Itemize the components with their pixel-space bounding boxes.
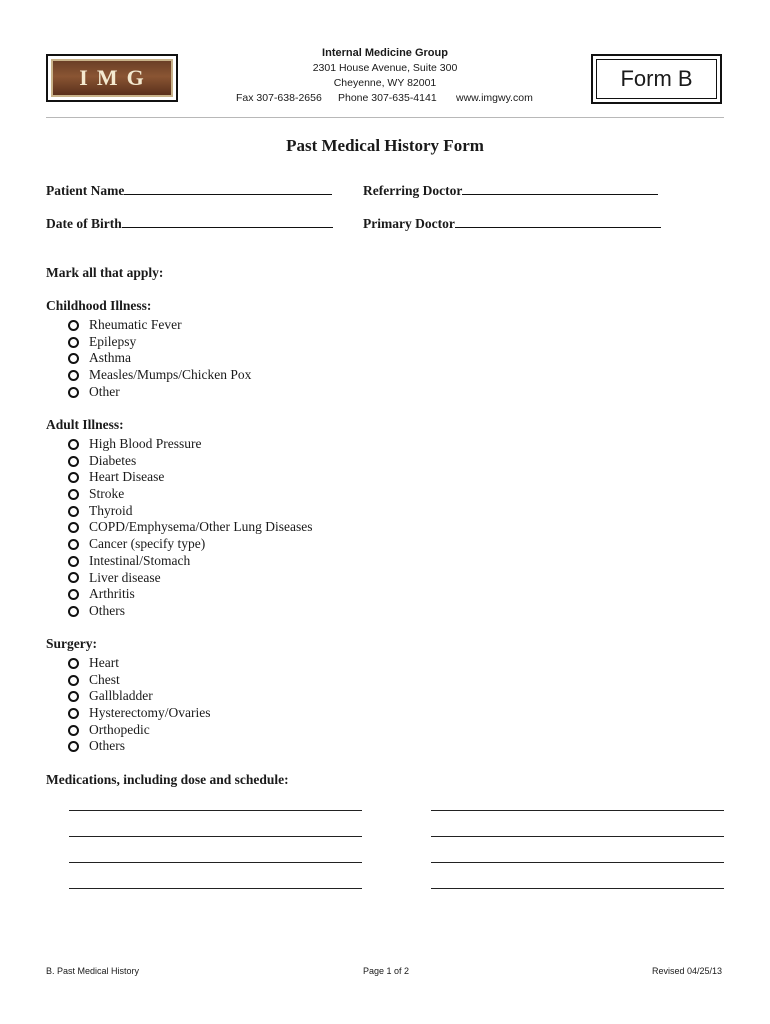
primary-doctor-label: Primary Doctor — [363, 216, 455, 231]
checkbox-circle-icon[interactable] — [68, 539, 79, 550]
logo-plate — [51, 59, 173, 97]
adult-option[interactable] — [68, 570, 312, 587]
referring-doctor-label: Referring Doctor — [363, 183, 463, 198]
fax-number: Fax 307-638-2656 — [236, 92, 322, 104]
address-line-2: Cheyenne, WY 82001 — [333, 77, 437, 89]
adult-illness-heading: Adult Illness: — [46, 417, 124, 432]
medication-line-left-2[interactable] — [69, 836, 362, 837]
checkbox-circle-icon[interactable] — [68, 658, 79, 669]
surgery-option-label: Gallbladder — [89, 688, 153, 704]
childhood-illness-list — [68, 317, 251, 400]
adult-option-label: Thyroid — [89, 502, 133, 518]
contact-row — [200, 91, 570, 106]
adult-option[interactable] — [68, 436, 312, 453]
childhood-option-label: Rheumatic Fever — [89, 317, 182, 332]
surgery-heading: Surgery: — [46, 636, 97, 651]
address-line-1: 2301 House Avenue, Suite 300 — [312, 62, 458, 74]
referring-doctor-line[interactable] — [462, 182, 658, 195]
patient-name-label: Patient Name — [46, 183, 125, 198]
childhood-option[interactable] — [68, 334, 251, 351]
surgery-option[interactable] — [68, 672, 210, 689]
date-of-birth-label: Date of Birth — [46, 216, 122, 231]
primary-doctor-field[interactable] — [363, 215, 661, 232]
adult-option[interactable] — [68, 586, 312, 603]
medication-line-right-4[interactable] — [431, 888, 724, 889]
medication-line-left-1[interactable] — [69, 810, 362, 811]
adult-option[interactable] — [68, 553, 312, 570]
childhood-illness-heading: Childhood Illness: — [46, 298, 152, 313]
checkbox-circle-icon[interactable] — [68, 320, 79, 331]
checkbox-circle-icon[interactable] — [68, 489, 79, 500]
surgery-option-label: Hysterectomy/Ovaries — [89, 705, 211, 721]
adult-option[interactable] — [68, 503, 312, 520]
surgery-list — [68, 655, 210, 755]
adult-option-label: Others — [89, 602, 125, 618]
childhood-option-label: Measles/Mumps/Chicken Pox — [89, 367, 252, 383]
surgery-option[interactable] — [68, 722, 210, 739]
adult-option-label: Stroke — [89, 486, 125, 502]
checkbox-circle-icon[interactable] — [68, 506, 79, 517]
adult-option[interactable] — [68, 469, 312, 486]
patient-name-line[interactable] — [124, 182, 332, 195]
adult-option-label: Cancer (specify type) — [89, 536, 206, 552]
medication-line-right-2[interactable] — [431, 836, 724, 837]
surgery-option-label: Orthopedic — [89, 721, 150, 737]
surgery-option[interactable] — [68, 688, 210, 705]
organization-header — [200, 46, 570, 106]
surgery-option-label: Others — [89, 738, 125, 754]
date-of-birth-line[interactable] — [122, 215, 333, 228]
surgery-option-label: Heart — [89, 655, 119, 670]
childhood-option[interactable] — [68, 350, 251, 367]
adult-option-label: COPD/Emphysema/Other Lung Diseases — [89, 519, 313, 535]
checkbox-circle-icon[interactable] — [68, 556, 79, 567]
childhood-option[interactable] — [68, 317, 251, 334]
adult-option-label: Liver disease — [89, 569, 161, 585]
surgery-option[interactable] — [68, 738, 210, 755]
org-name: Internal Medicine Group — [322, 47, 448, 59]
childhood-option-label: Epilepsy — [89, 333, 137, 349]
logo — [46, 54, 178, 102]
surgery-option[interactable] — [68, 655, 210, 672]
adult-option-label: Heart Disease — [89, 469, 165, 485]
medication-line-right-1[interactable] — [431, 810, 724, 811]
form-title: Past Medical History Form — [286, 136, 484, 155]
adult-option-label: High Blood Pressure — [89, 436, 202, 451]
checkbox-circle-icon[interactable] — [68, 456, 79, 467]
checkbox-circle-icon[interactable] — [68, 606, 79, 617]
childhood-option-label: Other — [89, 383, 120, 399]
checkbox-circle-icon[interactable] — [68, 353, 79, 364]
primary-doctor-line[interactable] — [455, 215, 661, 228]
adult-option[interactable] — [68, 453, 312, 470]
childhood-option[interactable] — [68, 384, 251, 401]
checkbox-circle-icon[interactable] — [68, 572, 79, 583]
medications-heading: Medications, including dose and schedule: — [46, 772, 289, 787]
logo-text: IMG — [79, 65, 153, 90]
adult-option[interactable] — [68, 536, 312, 553]
surgery-option[interactable] — [68, 705, 210, 722]
checkbox-circle-icon[interactable] — [68, 370, 79, 381]
checkbox-circle-icon[interactable] — [68, 589, 79, 600]
adult-option-label: Intestinal/Stomach — [89, 552, 191, 568]
header-divider — [46, 117, 724, 118]
footer-revision-date: Revised 04/25/13 — [652, 966, 723, 976]
adult-illness-list — [68, 436, 312, 620]
checkbox-circle-icon[interactable] — [68, 741, 79, 752]
adult-option[interactable] — [68, 519, 312, 536]
adult-option-label: Arthritis — [89, 586, 135, 602]
medication-line-left-4[interactable] — [69, 888, 362, 889]
footer-page-number: Page 1 of 2 — [363, 966, 410, 976]
checkbox-circle-icon[interactable] — [68, 439, 79, 450]
phone-number: Phone 307-635-4141 — [338, 92, 437, 104]
childhood-option[interactable] — [68, 367, 251, 384]
medication-line-right-3[interactable] — [431, 862, 724, 863]
form-label-box — [591, 54, 722, 104]
adult-option[interactable] — [68, 486, 312, 503]
adult-option-label: Diabetes — [89, 452, 137, 468]
checkbox-circle-icon[interactable] — [68, 337, 79, 348]
date-of-birth-field[interactable] — [46, 215, 333, 232]
checkbox-circle-icon[interactable] — [68, 522, 79, 533]
footer-document-name: B. Past Medical History — [46, 966, 140, 976]
form-label: Form B — [596, 59, 717, 99]
checkbox-circle-icon[interactable] — [68, 472, 79, 483]
checkbox-circle-icon[interactable] — [68, 675, 79, 686]
surgery-option-label: Chest — [89, 671, 120, 687]
checkbox-circle-icon[interactable] — [68, 708, 79, 719]
website: www.imgwy.com — [456, 92, 533, 104]
checkbox-circle-icon[interactable] — [68, 725, 79, 736]
adult-option[interactable] — [68, 603, 312, 620]
checkbox-circle-icon[interactable] — [68, 691, 79, 702]
checkbox-circle-icon[interactable] — [68, 387, 79, 398]
medication-line-left-3[interactable] — [69, 862, 362, 863]
childhood-option-label: Asthma — [89, 350, 131, 366]
patient-name-field[interactable] — [46, 182, 332, 199]
referring-doctor-field[interactable] — [363, 182, 658, 199]
instructions: Mark all that apply: — [46, 265, 164, 280]
